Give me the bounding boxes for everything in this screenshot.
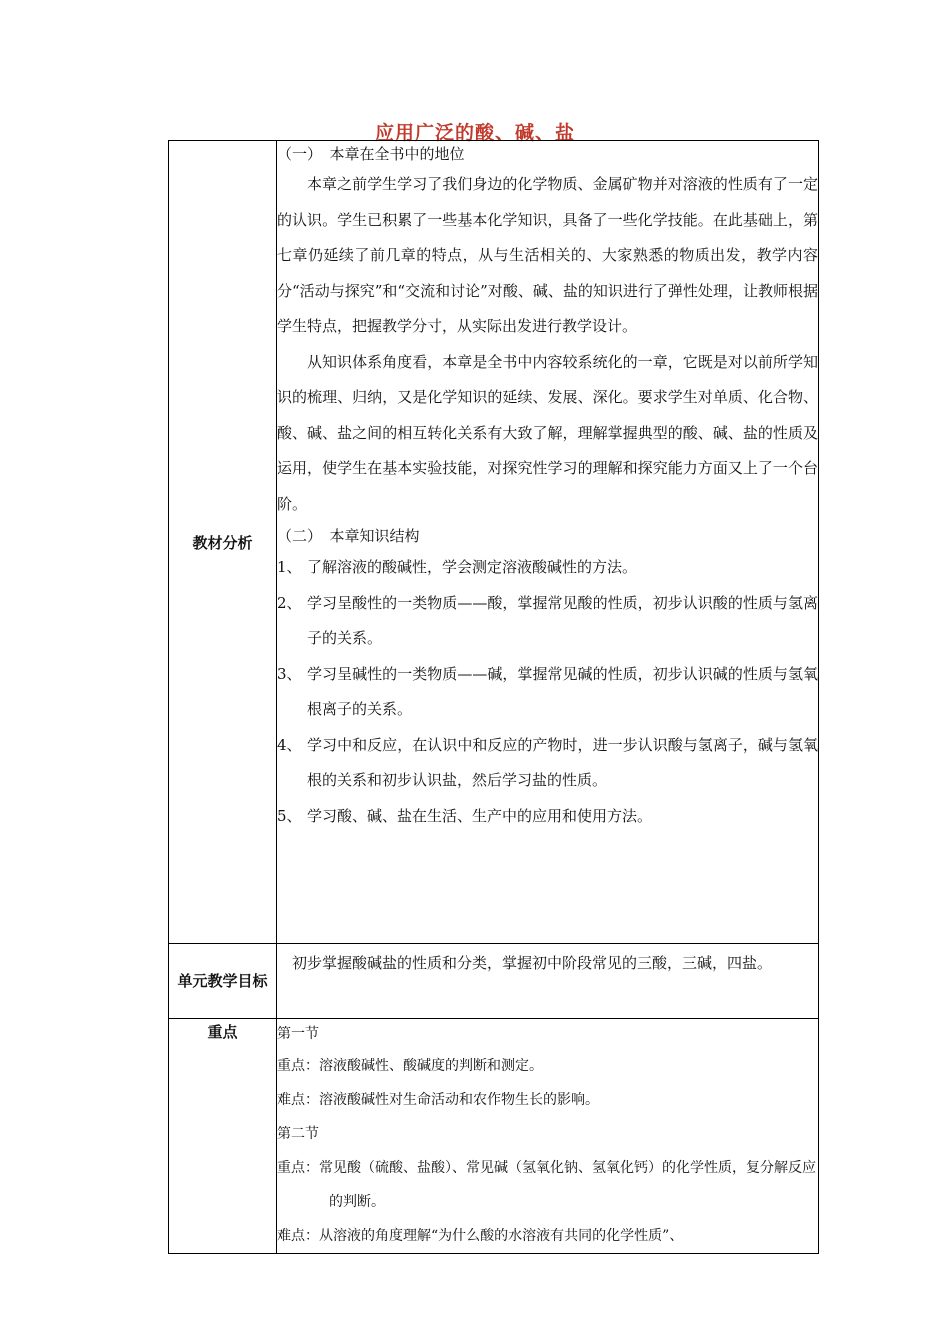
textbook-analysis-content xyxy=(277,141,819,944)
difficulty-point: 难点：从溶液的角度理解“为什么酸的水溶液有共同的化学性质”、 xyxy=(277,1228,684,1244)
list-item xyxy=(277,586,818,657)
list-text: 学习中和反应，在认识中和反应的产物时，进一步认识酸与氢离子，碱与氢氧根的关系和初步认识盐，然后学习盐的性质。 xyxy=(307,735,818,789)
lesson-plan-table xyxy=(168,140,819,1254)
list-item xyxy=(277,799,818,835)
row-label-textbook-analysis: 教材分析 xyxy=(169,141,277,944)
paragraph: 从知识体系角度看，本章是全书中内容较系统化的一章，它既是对以前所学知识的梳理、归纳，又是化学知识的延续、发展、深化。要求学生对单质、化合物、酸、碱、盐之间的相互转化关系有大致了解，理解掌握典型的酸、碱、盐的性质及运用，使学生在基本实验技能，对探究性学习的理解和探究能力方面又上了一个台阶。 xyxy=(277,352,818,513)
list-text: 了解溶液的酸碱性，学会测定溶液酸碱性的方法。 xyxy=(307,558,638,576)
list-text: 学习呈酸性的一类物质——酸，掌握常见酸的性质，初步认识酸的性质与氢离子的关系。 xyxy=(307,593,818,647)
key-point: 重点：溶液酸碱性、酸碱度的判断和测定。 xyxy=(277,1058,543,1074)
table-row xyxy=(169,1019,819,1254)
list-item xyxy=(277,550,818,586)
list-number: 2、 xyxy=(277,593,302,612)
list-number: 4、 xyxy=(277,735,302,754)
document-title: 应用广泛的酸、碱、盐 xyxy=(374,122,575,144)
section-heading: （一） 本章在全书中的地位 xyxy=(277,145,465,163)
list-number: 3、 xyxy=(277,664,302,683)
section-heading: （二） 本章知识结构 xyxy=(277,527,420,545)
list-item xyxy=(277,657,818,728)
section-title: 第一节 xyxy=(277,1026,319,1042)
table-row xyxy=(169,141,819,944)
key-point: 重点：常见酸（硫酸、盐酸）、常见碱（氢氧化钠、氢氧化钙）的化学性质，复分解反应的判断。 xyxy=(277,1160,816,1210)
list-text: 学习酸、碱、盐在生活、生产中的应用和使用方法。 xyxy=(307,806,653,825)
list-number: 5、 xyxy=(277,806,302,825)
list-number: 1、 xyxy=(277,558,302,576)
list-item xyxy=(277,728,818,799)
paragraph: 本章之前学生学习了我们身边的化学物质、金属矿物并对溶液的性质有了一定的认识。学生已积累了一些基本化学知识，具备了一些化学技能。在此基础上，第七章仍延续了前几章的特点，从与生活相关的、大家熟悉的物质出发，教学内容分“活动与探究”和“交流和讨论”对酸、碱、盐的知识进行了弹性处理，让教师根据学生特点，把握教学分寸，从实际出发进行教学设计。 xyxy=(277,175,818,335)
list-text: 学习呈碱性的一类物质——碱，掌握常见碱的性质，初步认识碱的性质与氢氧根离子的关系。 xyxy=(307,664,818,718)
row-label-unit-goals: 单元教学目标 xyxy=(169,944,277,1019)
key-points-content xyxy=(277,1019,819,1254)
section-title: 第二节 xyxy=(277,1126,319,1142)
difficulty-point: 难点：溶液酸碱性对生命活动和农作物生长的影响。 xyxy=(277,1092,599,1108)
table-row xyxy=(169,944,819,1019)
unit-goals-content xyxy=(277,944,819,1019)
paragraph: 初步掌握酸碱盐的性质和分类，掌握初中阶段常见的三酸，三碱，四盐。 xyxy=(292,954,773,972)
row-label-key-points: 重点 xyxy=(169,1019,277,1254)
